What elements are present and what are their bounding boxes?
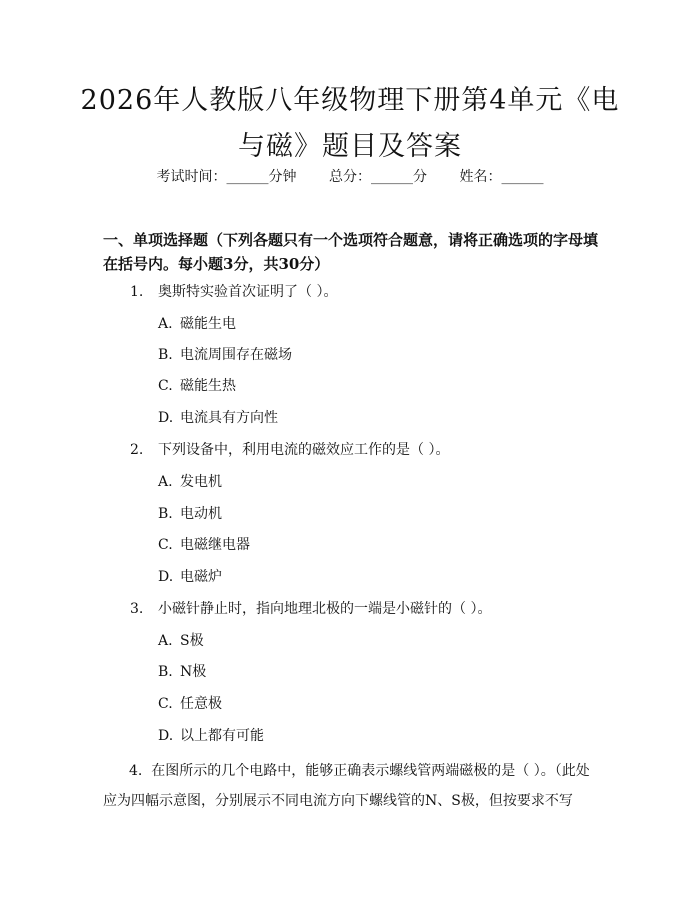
- section-heading: 一、单项选择题（下列各题只有一个选项符合题意，请将正确选项的字母填在括号内。每小题3分，共30分）: [103, 231, 599, 273]
- option-text: 任意极: [180, 696, 222, 712]
- option-letter: A.: [158, 633, 173, 649]
- exam-info-line: [0, 166, 700, 188]
- option-letter: A.: [158, 316, 173, 332]
- question-number: 3.: [130, 601, 144, 617]
- option-text: 以上都有可能: [180, 728, 264, 744]
- option-text: 磁能生电: [180, 316, 236, 332]
- option-text: N极: [180, 664, 207, 680]
- option-text: 磁能生热: [180, 378, 236, 394]
- question-text: 小磁针静止时，指向地理北极的一端是小磁针的（ ）。: [158, 601, 492, 617]
- option-letter: B.: [158, 664, 173, 680]
- option-text: S极: [180, 633, 204, 649]
- exam-time-field: 考试时间：______分钟: [156, 169, 297, 185]
- question-text: 在图所示的几个电路中，能够正确表示螺线管两端磁极的是（ ）。（此处应为四幅示意图，分别展示不同电流方向下螺线管的N、S极，但按要求不写: [103, 763, 590, 809]
- option-letter: C.: [158, 696, 173, 712]
- option-letter: C.: [158, 378, 173, 394]
- option-text: 电流周围存在磁场: [180, 347, 292, 363]
- option-letter: D.: [158, 569, 174, 585]
- option-text: 发电机: [180, 474, 222, 490]
- option-letter: A.: [158, 474, 173, 490]
- page-title: 2026年人教版八年级物理下册第4单元《电与磁》题目及答案: [80, 85, 620, 162]
- question-4-block: [103, 756, 598, 816]
- option-letter: B.: [158, 506, 173, 522]
- option-text: 电磁炉: [180, 569, 222, 585]
- option-letter: D.: [158, 728, 174, 744]
- question-text: 奥斯特实验首次证明了（ ）。: [158, 284, 338, 300]
- option-text: 电流具有方向性: [180, 410, 278, 426]
- question-number: 4.: [129, 763, 143, 779]
- option-letter: D.: [158, 410, 174, 426]
- option-text: 电动机: [180, 506, 222, 522]
- total-score-field: 总分：______分: [329, 169, 427, 185]
- question-number: 1.: [130, 284, 144, 300]
- question-number: 2.: [130, 442, 144, 458]
- question-text: 下列设备中，利用电流的磁效应工作的是（ ）。: [158, 442, 450, 458]
- option-letter: B.: [158, 347, 173, 363]
- option-letter: C.: [158, 537, 173, 553]
- student-name-field: 姓名：______: [459, 169, 544, 185]
- option-text: 电磁继电器: [180, 537, 250, 553]
